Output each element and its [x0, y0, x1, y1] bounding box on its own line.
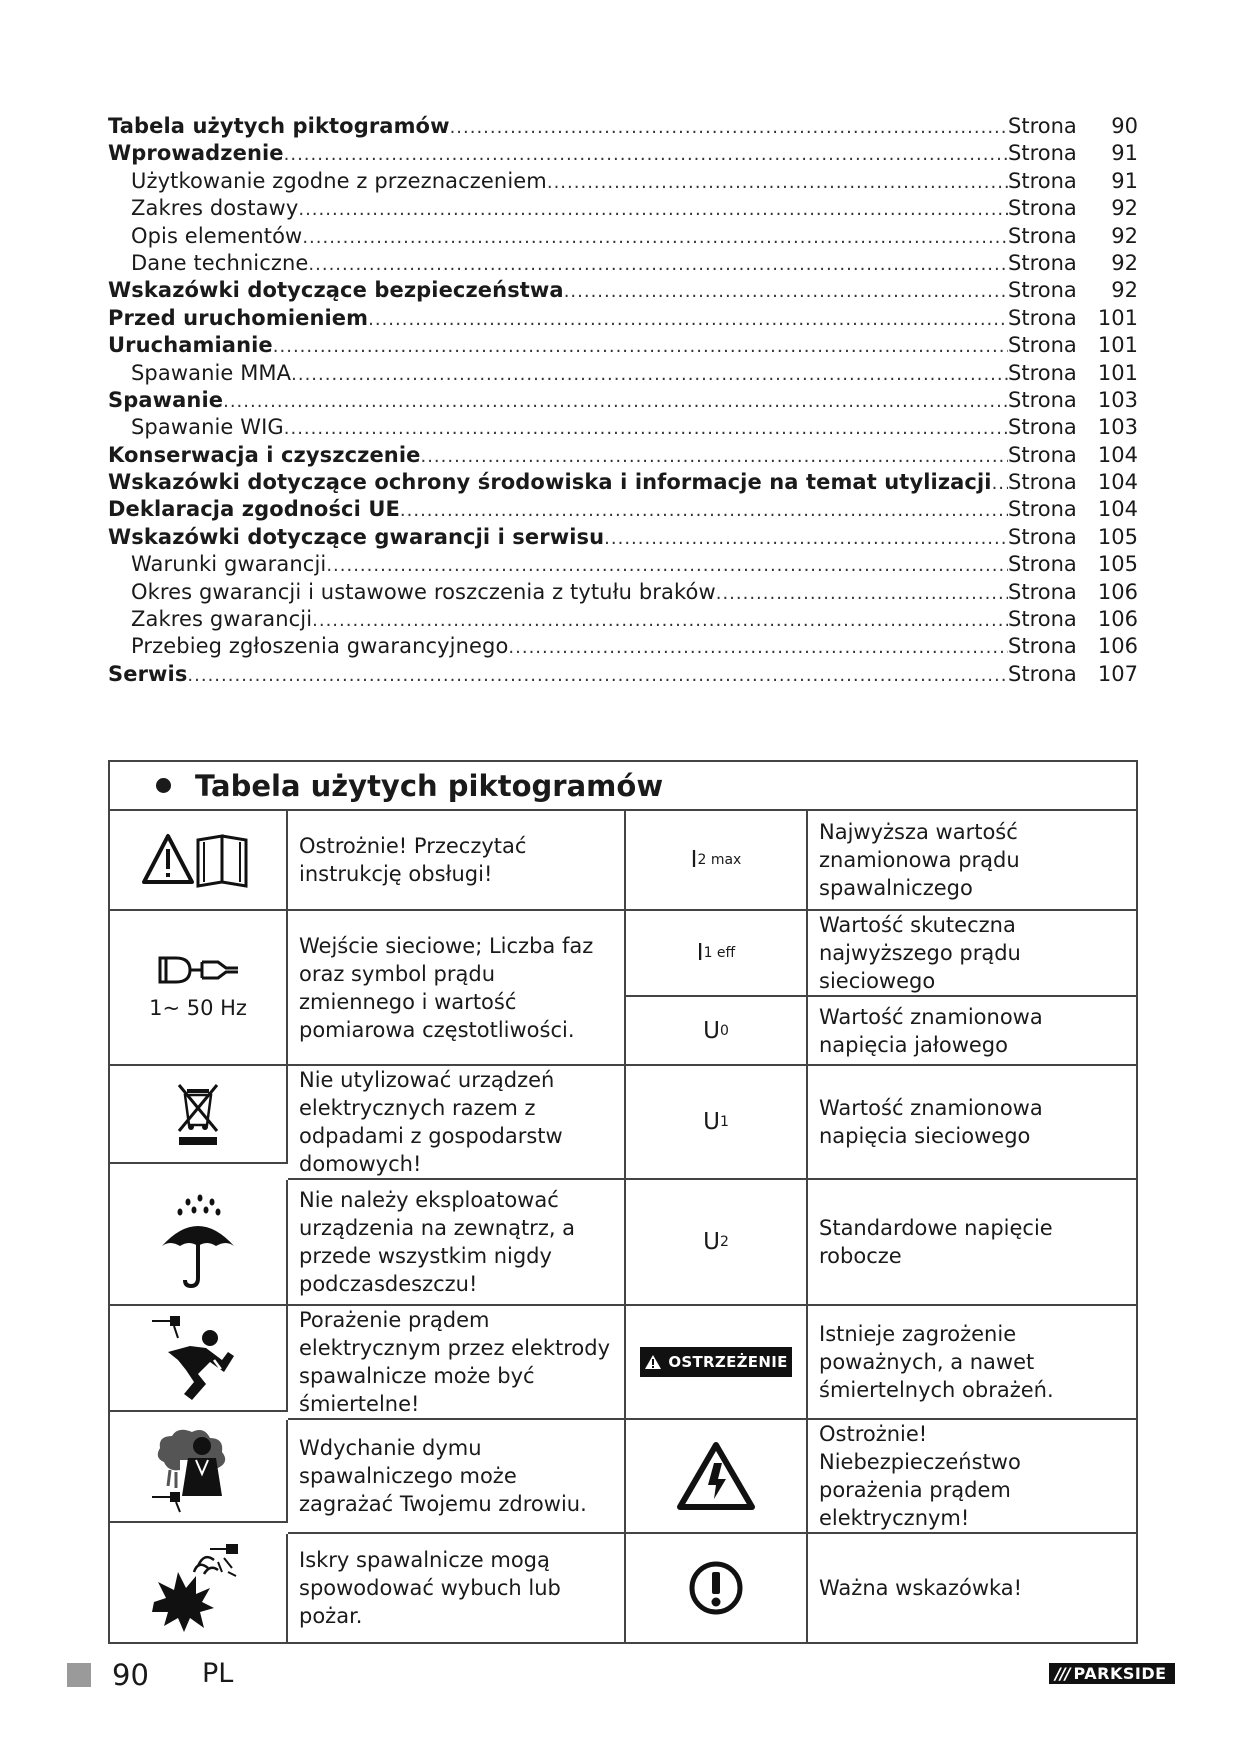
- toc-page-number: 101: [1097, 360, 1138, 385]
- pictogram-text: Nie utylizować urządzeń elektrycznych razem z odpadami z gospodarstw domowych!: [288, 1066, 626, 1180]
- toc-title: Konserwacja i czyszczenie: [108, 442, 421, 467]
- toc-leader: [420, 446, 1008, 467]
- toc-leader: [326, 555, 1008, 576]
- toc-title: Zakres gwarancji: [131, 607, 313, 632]
- toc-leader: [284, 144, 1008, 165]
- toc-title: Serwis: [108, 661, 188, 686]
- toc-row: [108, 169, 1138, 196]
- bullet-icon: [156, 778, 171, 793]
- table-of-contents: [108, 114, 1138, 689]
- toc-leader: [564, 281, 1008, 302]
- symbol-cell: [626, 1180, 808, 1306]
- toc-row: [108, 278, 1138, 305]
- toc-title: Przebieg zgłoszenia gwarancyjnego: [131, 634, 509, 659]
- pictogram-text: Porażenie prądem elektrycznym przez elektrody spawalnicze może być śmiertelne!: [288, 1306, 626, 1420]
- toc-row: [108, 114, 1138, 141]
- toc-strona-label: Strona: [1008, 497, 1077, 522]
- toc-leader: [400, 500, 1008, 521]
- warning-badge-cell: [626, 1306, 808, 1420]
- toc-strona-label: Strona: [1008, 387, 1077, 412]
- toc-title: Spawanie MMA: [131, 360, 292, 385]
- pictogram-grid: [110, 811, 1136, 1642]
- electrode-shock-icon: [110, 1306, 288, 1412]
- toc-page-number: 92: [1111, 223, 1138, 248]
- toc-row: [108, 443, 1138, 470]
- toc-page-number: 105: [1097, 552, 1138, 577]
- toc-strona-label: Strona: [1008, 223, 1077, 248]
- symbol-subscript: 1 eff: [703, 945, 736, 961]
- toc-leader: [992, 473, 1008, 494]
- symbol-description: Ostrożnie! Niebezpieczeństwo porażenia prądem elektrycznym!: [808, 1420, 1136, 1534]
- toc-strona-label: Strona: [1008, 333, 1077, 358]
- symbol-description: Wartość skuteczna najwyższego prądu sieciowego: [808, 911, 1136, 997]
- symbol-description: Wartość znamionowa napięcia sieciowego: [808, 1066, 1136, 1180]
- symbol-description: Istnieje zagrożenie poważnych, a nawet śmiertelnych obrażeń.: [808, 1306, 1136, 1420]
- toc-title: Wprowadzenie: [108, 141, 284, 166]
- symbol-cell: [626, 911, 808, 997]
- pictogram-text: Wejście sieciowe; Liczba faz oraz symbol prądu zmiennego i wartość pomiarowa częstotliwości.: [288, 911, 626, 1066]
- toc-title: Deklaracja zgodności UE: [108, 497, 400, 522]
- toc-title: Przed uruchomieniem: [108, 305, 369, 330]
- brand-logo: [1049, 1663, 1175, 1684]
- toc-page-number: 106: [1097, 634, 1138, 659]
- toc-title: Wskazówki dotyczące ochrony środowiska i informacje na temat utylizacji: [108, 470, 992, 495]
- toc-leader: [284, 418, 1008, 439]
- toc-row: [108, 607, 1138, 634]
- crossed-bin-icon: [110, 1066, 288, 1164]
- toc-page-number: 104: [1097, 442, 1138, 467]
- toc-row: [108, 306, 1138, 333]
- toc-page-number: 91: [1111, 141, 1138, 166]
- toc-row: [108, 470, 1138, 497]
- toc-title: Zakres dostawy: [131, 196, 299, 221]
- sparks-explosion-icon: [110, 1534, 288, 1642]
- toc-title: Tabela użytych piktogramów: [108, 114, 450, 138]
- toc-row: [108, 224, 1138, 251]
- toc-page-number: 107: [1097, 661, 1138, 686]
- toc-row: [108, 497, 1138, 524]
- toc-title: Wskazówki dotyczące gwarancji i serwisu: [108, 524, 605, 549]
- toc-page-number: 101: [1097, 333, 1138, 358]
- symbol-subscript: 2 max: [697, 852, 742, 868]
- symbol-letter: U: [703, 1017, 720, 1044]
- toc-title: Uruchamianie: [108, 333, 273, 358]
- toc-strona-label: Strona: [1008, 250, 1077, 275]
- frequency-label: 1~ 50 Hz: [149, 995, 247, 1020]
- toc-leader: [273, 336, 1008, 357]
- umbrella-rain-icon: [110, 1180, 288, 1306]
- toc-row: [108, 415, 1138, 442]
- toc-page-number: 101: [1097, 305, 1138, 330]
- toc-strona-label: Strona: [1008, 634, 1077, 659]
- toc-leader: [302, 227, 1008, 248]
- toc-page-number: 92: [1111, 278, 1138, 303]
- toc-strona-label: Strona: [1008, 607, 1077, 632]
- toc-leader: [312, 610, 1008, 631]
- toc-leader: [508, 637, 1008, 658]
- symbol-letter: U: [703, 1109, 720, 1135]
- symbol-letter: I: [696, 940, 704, 966]
- toc-page-number: 106: [1097, 607, 1138, 632]
- symbol-subscript: 0: [719, 1022, 729, 1039]
- pictogram-text: Nie należy eksploatować urządzenia na zewnątrz, a przede wszystkim nigdy podczasdeszczu!: [288, 1180, 626, 1306]
- symbol-description: Standardowe napięcie robocze: [808, 1180, 1136, 1306]
- toc-title: Warunki gwarancji: [131, 552, 327, 577]
- toc-page-number: 90: [1111, 114, 1138, 138]
- warning-badge: [640, 1347, 791, 1377]
- toc-row: [108, 662, 1138, 689]
- toc-row: [108, 251, 1138, 278]
- toc-row: [108, 634, 1138, 661]
- pictogram-table: [108, 760, 1138, 1644]
- toc-strona-label: Strona: [1008, 114, 1077, 138]
- toc-strona-label: Strona: [1008, 661, 1077, 686]
- toc-title: Spawanie WIG: [131, 415, 284, 440]
- toc-row: [108, 196, 1138, 223]
- mains-plug-cell: [110, 911, 288, 1066]
- toc-leader: [223, 391, 1008, 412]
- toc-row: [108, 388, 1138, 415]
- toc-page-number: 104: [1097, 470, 1138, 495]
- toc-strona-label: Strona: [1008, 168, 1077, 193]
- toc-strona-label: Strona: [1008, 360, 1077, 385]
- toc-leader: [450, 117, 1008, 138]
- symbol-cell: [626, 811, 808, 911]
- toc-row: [108, 552, 1138, 579]
- toc-page-number: 103: [1097, 387, 1138, 412]
- page-number: 90: [112, 1658, 149, 1692]
- toc-strona-label: Strona: [1008, 141, 1077, 166]
- page-marker-square: [67, 1663, 91, 1687]
- toc-strona-label: Strona: [1008, 196, 1077, 221]
- toc-strona-label: Strona: [1008, 579, 1077, 604]
- toc-page-number: 105: [1097, 524, 1138, 549]
- toc-strona-label: Strona: [1008, 278, 1077, 303]
- toc-leader: [308, 254, 1008, 275]
- toc-leader: [547, 172, 1008, 193]
- toc-page-number: 91: [1111, 168, 1138, 193]
- symbol-cell: [626, 997, 808, 1066]
- mains-plug-icon: [156, 954, 240, 986]
- toc-row: [108, 141, 1138, 168]
- toc-leader: [604, 528, 1008, 549]
- pictogram-text: Ostrożnie! Przeczytać instrukcję obsługi!: [288, 811, 626, 911]
- toc-leader: [368, 309, 1008, 330]
- symbol-description: Wartość znamionowa napięcia jałowego: [808, 997, 1136, 1066]
- toc-page-number: 92: [1111, 250, 1138, 275]
- warning-triangle-icon: [644, 1354, 662, 1370]
- toc-strona-label: Strona: [1008, 305, 1077, 330]
- symbol-letter: I: [690, 847, 698, 873]
- toc-page-number: 92: [1111, 196, 1138, 221]
- warning-manual-icon: [110, 811, 288, 911]
- toc-title: Spawanie: [108, 387, 224, 412]
- toc-page-number: 103: [1097, 415, 1138, 440]
- toc-page-number: 104: [1097, 497, 1138, 522]
- toc-leader: [291, 364, 1008, 385]
- pictogram-text: Wdychanie dymu spawalniczego może zagrażać Twojemu zdrowiu.: [288, 1420, 626, 1534]
- brand-name: PARKSIDE: [1073, 1664, 1167, 1683]
- language-code: PL: [202, 1658, 234, 1689]
- symbol-description: Najwyższa wartość znamionowa prądu spawalniczego: [808, 811, 1136, 911]
- toc-leader: [716, 583, 1008, 604]
- welding-fumes-icon: [110, 1420, 288, 1523]
- warning-badge-label: OSTRZEŻENIE: [668, 1353, 788, 1371]
- toc-strona-label: Strona: [1008, 524, 1077, 549]
- toc-strona-label: Strona: [1008, 442, 1077, 467]
- toc-strona-label: Strona: [1008, 470, 1077, 495]
- symbol-letter: U: [703, 1229, 720, 1255]
- symbol-subscript: 1: [719, 1114, 729, 1130]
- toc-page-number: 106: [1097, 579, 1138, 604]
- pictogram-table-title: Tabela użytych piktogramów: [195, 768, 664, 803]
- toc-title: Okres gwarancji i ustawowe roszczenia z tytułu braków: [131, 579, 716, 604]
- toc-row: [108, 361, 1138, 388]
- toc-leader: [187, 665, 1008, 686]
- toc-title: Wskazówki dotyczące bezpieczeństwa: [108, 278, 564, 303]
- symbol-subscript: 2: [719, 1234, 729, 1250]
- symbol-description: Ważna wskazówka!: [819, 1576, 1023, 1600]
- toc-strona-label: Strona: [1008, 552, 1077, 577]
- toc-leader: [298, 199, 1008, 220]
- pictogram-text: Iskry spawalnicze mogą spowodować wybuch lub pożar.: [288, 1534, 626, 1642]
- toc-row: [108, 580, 1138, 607]
- toc-title: Dane techniczne: [131, 250, 309, 275]
- toc-row: [108, 333, 1138, 360]
- toc-row: [108, 525, 1138, 552]
- symbol-cell: [626, 1066, 808, 1180]
- toc-title: Opis elementów: [131, 223, 303, 248]
- toc-strona-label: Strona: [1008, 415, 1077, 440]
- pictogram-table-header: [110, 762, 1136, 811]
- exclamation-circle-icon: [626, 1534, 808, 1642]
- high-voltage-icon: [626, 1420, 808, 1534]
- brand-mark: ///: [1055, 1664, 1070, 1683]
- toc-title: Użytkowanie zgodne z przeznaczeniem: [131, 168, 547, 193]
